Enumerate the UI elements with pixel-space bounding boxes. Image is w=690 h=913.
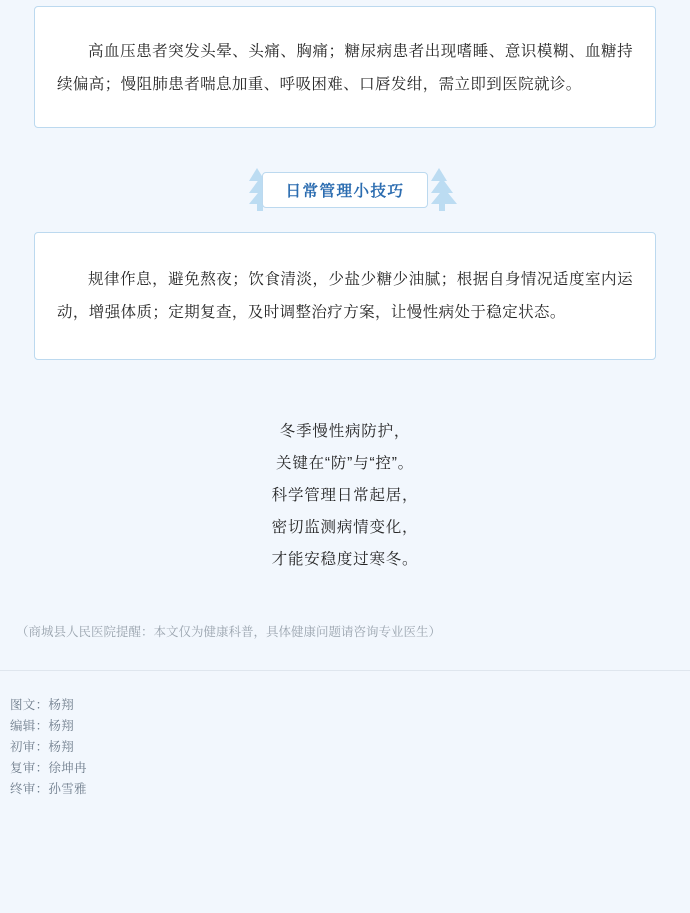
poem-line: 才能安稳度过寒冬。 <box>271 551 419 568</box>
warning-box <box>34 6 656 128</box>
section-heading <box>220 168 470 212</box>
warning-paragraph: 高血压患者突发头晕、头痛、胸痛；糖尿病患者出现嗜睡、意识模糊、血糖持续偏高；慢阻肺患者喘息加重、呼吸困难、口唇发绀，需立即到医院就诊。 <box>57 43 633 93</box>
poem-line: 科学管理日常起居， <box>271 487 419 504</box>
credits-block <box>0 671 690 800</box>
poem-line: 关键在“防”与“控”。 <box>276 455 414 472</box>
poem-line: 冬季慢性病防护， <box>279 423 411 440</box>
tips-box <box>34 232 656 360</box>
article-body <box>0 6 690 810</box>
section-heading-label: 日常管理小技巧 <box>262 172 427 208</box>
credit-line: 终审：孙雪雅 <box>10 782 87 796</box>
credit-line: 初审：杨翔 <box>10 740 75 754</box>
credit-line: 复审：徐坤冉 <box>10 761 87 775</box>
disclaimer-text: （商城县人民医院提醒：本文仅为健康科普，具体健康问题请咨询专业医生） <box>16 625 442 639</box>
poem-block <box>0 416 690 576</box>
tips-paragraph: 规律作息，避免熬夜；饮食清淡，少盐少糖少油腻；根据自身情况适度室内运动，增强体质；定期复查，及时调整治疗方案，让慢性病处于稳定状态。 <box>57 271 633 321</box>
credit-line: 图文：杨翔 <box>10 698 75 712</box>
poem-line: 密切监测病情变化， <box>271 519 419 536</box>
credit-line: 编辑：杨翔 <box>10 719 75 733</box>
